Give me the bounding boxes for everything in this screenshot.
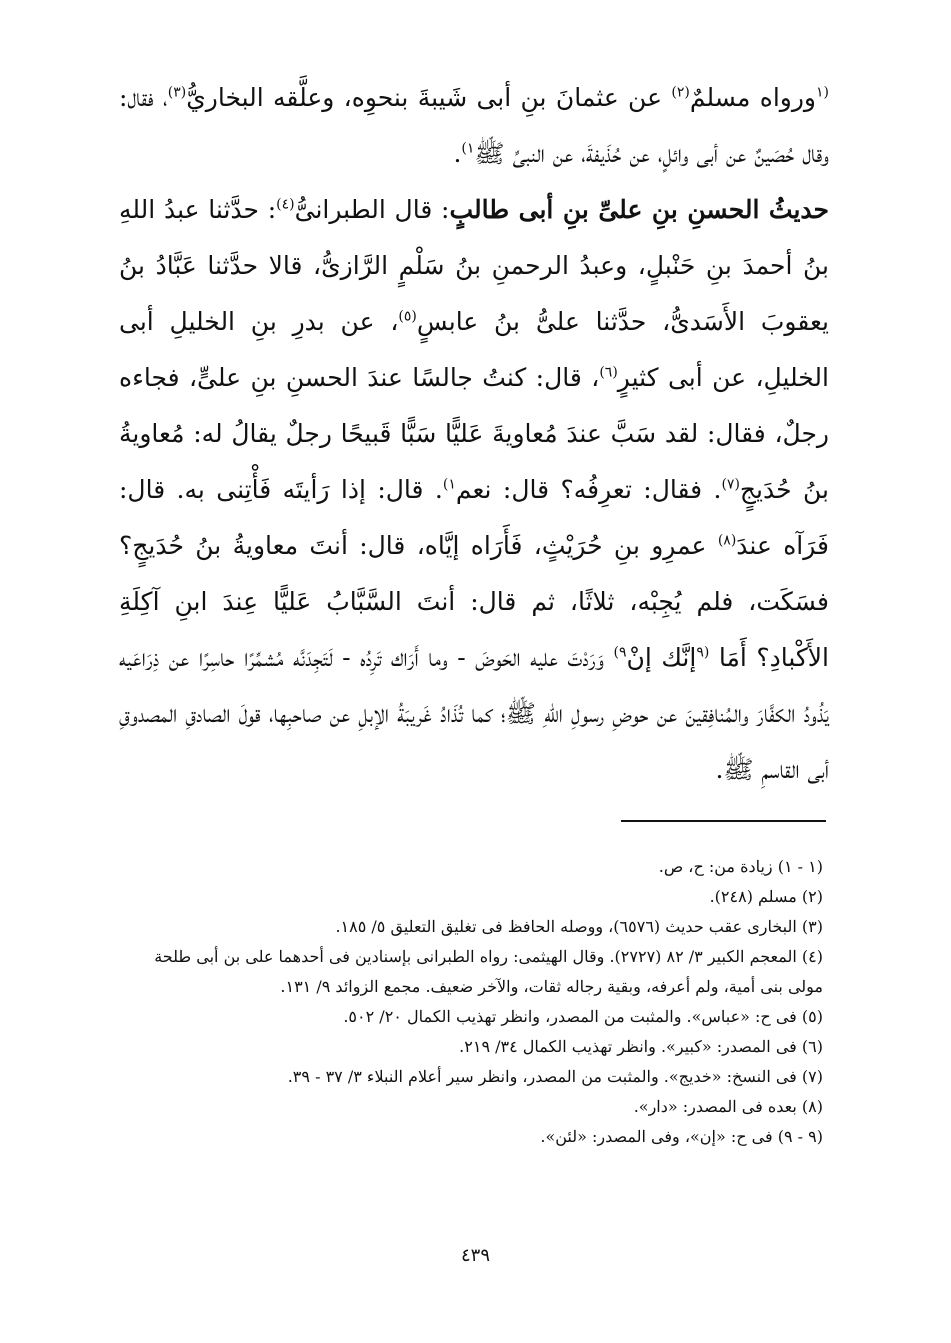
footnote-ref: (٢) [671, 84, 690, 101]
text-run: عن عثمانَ بنِ أبى شَيبةَ بنحوِه، وعلَّقه البخاريُّ [186, 83, 672, 112]
footnote: (١ - ١) زيادة من: ح، ص. [658, 857, 823, 876]
footnote: (٦) فى المصدر: «كبير». وانظر تهذيب الكمال ٣٤/ ٢١٩. [459, 1037, 823, 1056]
text-run: إنَّك إنْ [626, 643, 697, 672]
text-run: : قال الطبرانىُّ [294, 195, 450, 224]
footnote: (٢) مسلم (٢٤٨). [709, 887, 823, 906]
text-run: . فقال: تعرِفُه؟ قال: نعم [455, 475, 722, 504]
text-run: . [453, 139, 462, 168]
footnote-ref: (١ [816, 84, 830, 101]
footnote: (٥) فى ح: «عباس». والمثبت من المصدر، وانظر تهذيب الكمال ٢٠/ ٥٠٢. [343, 1007, 823, 1026]
footnote: (٩ - ٩) فى ح: «إن»، وفى المصدر: «لئن». [540, 1127, 823, 1146]
text-run: وَرَدْتَ عليه الحَوضَ - وما أَرَاك تَرِدُه - لَتَجِدَنَّه مُشمِّرًا حاسِرًا عن ذِرَاعَيه يَذُودُ الكفَّارَ والمُنافِقينَ عن حوضِ رسولِ اللهِ ﷺ؛ كما تُذَادُ غَريبَةُ الإبلِ عن صاحبِها، قولَ الصادقِ المصدوقِ أبى القاسمِ ﷺ. [119, 643, 829, 784]
text-run: ورواه مسلمٌ [689, 83, 817, 112]
footnote-ref: (٣) [167, 84, 187, 101]
footnote-ref: (٧) [721, 476, 740, 493]
main-text [119, 70, 829, 798]
text-run: ، عن بدرِ بنِ الخليلِ أبى الخليلِ، عن أبى كثيرٍ [119, 307, 829, 392]
footnote: (٧) فى النسخ: «خديج». والمثبت من المصدر، وانظر سير أعلام النبلاء ٣/ ٣٧ - ٣٩. [287, 1067, 823, 1086]
footnote: (٨) بعده فى المصدر: «دار». [633, 1097, 823, 1116]
paragraph-2 [119, 182, 829, 798]
footnote: (٣) البخارى عقب حديث (٦٥٧٦)، ووصله الحافظ فى تغليق التعليق ٥/ ١٨٥. [335, 917, 823, 936]
text-run: . قال: إذا رَأيتَه فَأْتِنى به. قال: فَرَآه عندَ [119, 475, 829, 560]
paragraph-1 [119, 70, 829, 182]
footnote-ref: (٩ [696, 644, 710, 661]
text-run: عمرِو بنِ حُرَيْثٍ، فَأَرَاه إيَّاه، قال: أنتَ معاويةُ بنُ حُدَيجٍ؟ فسَكَت، فلم يُجِبْه، ثلاثًا، ثم قال: أنتَ السَّبَّابُ عَليًّا عِندَ ابنِ آكِلَةِ الأَكْبادِ؟ أَمَا [119, 531, 829, 672]
footnote-ref: (٨) [717, 532, 737, 549]
footnote-ref: ١) [461, 140, 475, 157]
footnote-ref: (٥) [398, 308, 417, 325]
footnote-ref: (٦) [599, 364, 618, 381]
hadith-heading: حديثُ الحسنِ بنِ علىِّ بنِ أبى طالبٍ [449, 195, 829, 224]
text-run: ، قال: كنتُ جالسًا عندَ الحسنِ بنِ علىٍّ، فجاءه رجلٌ، فقال: لقد سَبَّ عندَ مُعاويةَ عَليًّا سَبًّا قَبيحًا رجلٌ يقالُ له: مُعاويةُ بنُ حُدَيجٍ [119, 363, 829, 504]
footnote-ref: ٩) [613, 644, 627, 661]
footnote: (٤) المعجم الكبير ٣/ ٨٢ (٢٧٢٧). وقال الهيثمى: رواه الطبرانى بإسنادين فى أحدهما على بن أبى طلحة مولى بنى أمية، ولم أعرفه، وبقية رجاله ثقات، والآخر ضعيف. مجمع الزوائد ٩/ ١٣١. [154, 947, 823, 996]
page-number: ٤٣٩ [460, 1245, 490, 1266]
footnote-ref: ١) [442, 476, 456, 493]
text-run: : حدَّثنا عبدُ اللهِ بنُ أحمدَ بنِ حَنْبلٍ، وعبدُ الرحمنِ بنُ سَلْمٍ الرَّازىُّ، قالا حدَّثنا عَبَّادُ بنُ يعقوبَ الأَسَدىُّ، حدَّثنا علىُّ بنُ عابسٍ [119, 195, 829, 336]
footnotes [118, 852, 823, 1152]
footnote-ref: (٤) [276, 196, 295, 213]
footnote-divider [621, 820, 826, 822]
text-run: ، فقال: وقال حُصَينٌ عن أبى وائلٍ، عن حُذَيفةَ، عن النبىِّ ﷺ [119, 83, 829, 168]
